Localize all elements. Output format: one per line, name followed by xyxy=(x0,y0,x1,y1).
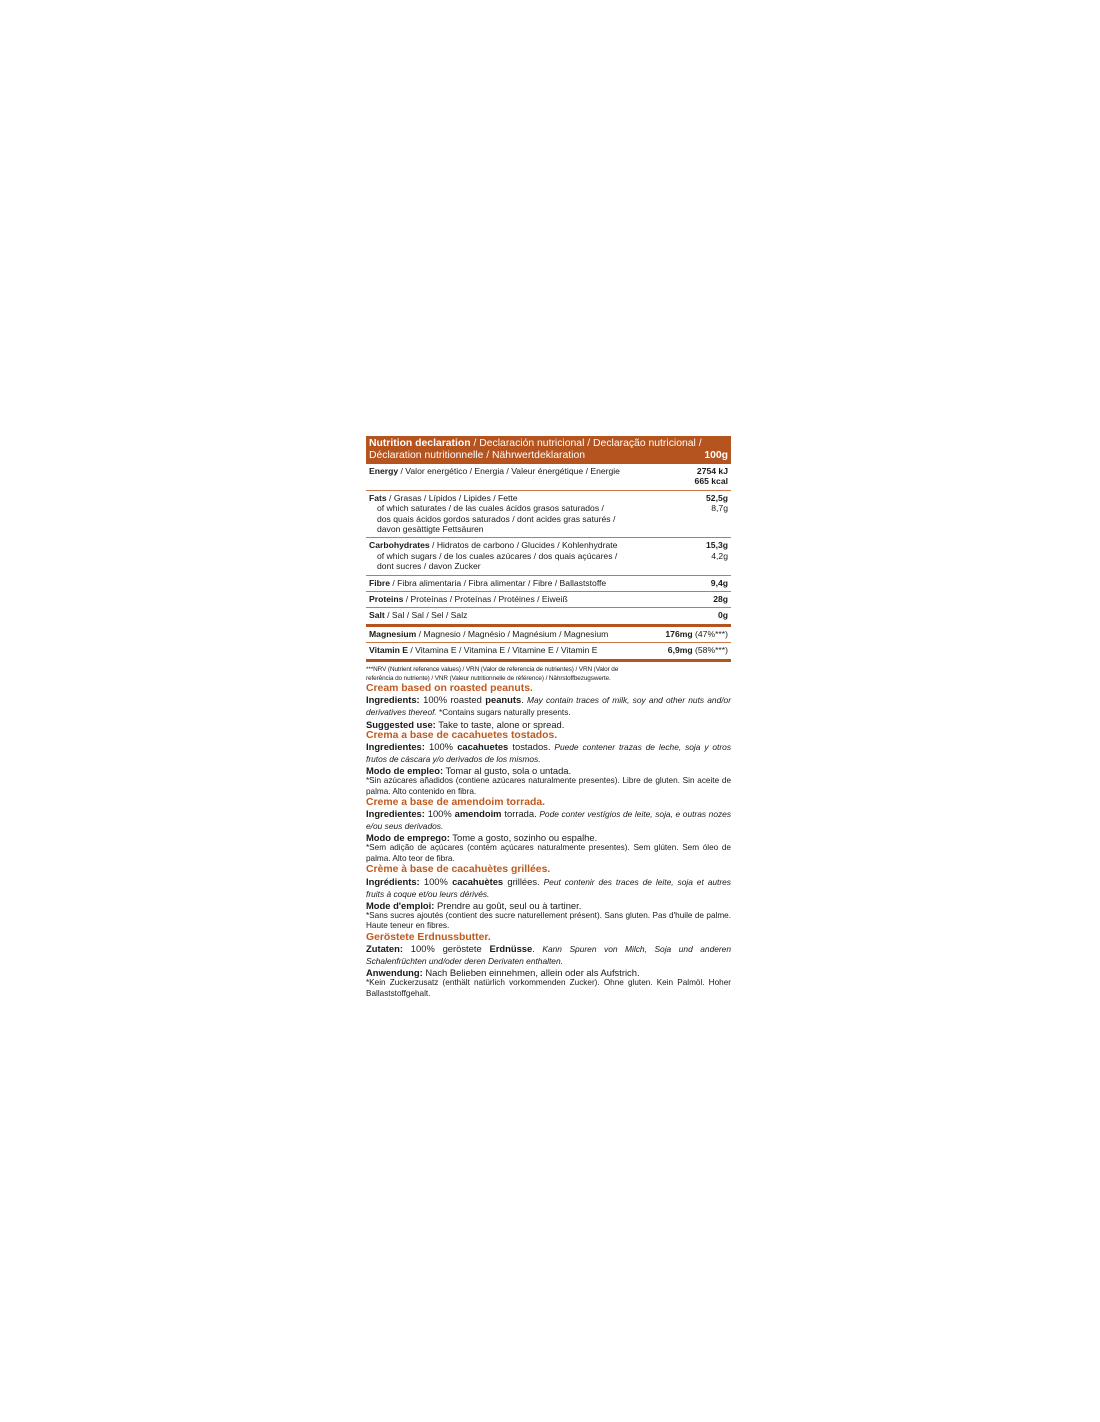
nutrient-value: 176mg xyxy=(665,628,693,639)
header-translations-2: Déclaration nutritionnelle / Nährwertdeklaration xyxy=(369,450,586,461)
nutrient-name: Energy xyxy=(369,466,399,476)
ingredients-label: Ingrédients: xyxy=(366,875,420,887)
footnote-line-1: ***NRV (Nutrient reference values) / VRN (Valor de referencia de nutrientes) / VRN (Valor de xyxy=(366,665,619,673)
ingredients-end: grillées. xyxy=(503,875,540,887)
nutrient-value: 28g xyxy=(713,594,728,605)
section-title: Cream based on roasted peanuts. xyxy=(366,682,533,694)
nutrient-value-kcal: 665 kcal xyxy=(694,476,728,487)
sugar-note: *Contains sugars naturally presents. xyxy=(436,708,571,718)
footnote-line-2: referência do nutriente) / VNR (Valeur nutritionnelle de référence) / Nährstoffbezugswerte. xyxy=(366,674,611,682)
nutrient-translations: / Hidratos de carbono / Glucides / Kohlenhydrate xyxy=(429,540,618,551)
section-title: Geröstete Erdnussbutter. xyxy=(366,931,491,943)
sub-nutrient-name-3: davon gesättigte Fettsäuren xyxy=(377,524,484,535)
nutrition-label xyxy=(366,436,731,999)
table-row-vitamin-e xyxy=(366,643,731,661)
nutrient-name: Salt xyxy=(369,610,385,621)
traces-warning: Pode conter vestígios de leite, soja, e outras nozes e/ou seus derivados. xyxy=(366,809,732,832)
nutrient-translations: / Proteínas / Proteínas / Protéines / Eiweiß xyxy=(403,594,568,605)
usage-text: Nach Belieben einnehmen, allein oder als Aufstrich. xyxy=(422,967,640,979)
section-portuguese xyxy=(366,797,731,864)
nutrient-value: 9,4g xyxy=(710,577,728,588)
usage-text: Prendre au goût, seul ou à tartiner. xyxy=(434,899,582,911)
table-row-proteins xyxy=(366,592,731,608)
header-translations: / Declaración nutricional / Declaração nutricional / xyxy=(470,438,702,449)
traces-warning: Puede contener trazas de leche, soja y otros frutos de cáscara y/o derivados de los mismos. xyxy=(366,742,732,764)
allergen-bold: amendoim xyxy=(454,808,502,820)
ingredients-text: 100% geröstete xyxy=(402,943,490,955)
nutrient-nrv: (47%***) xyxy=(692,628,728,639)
ingredients-paragraph xyxy=(366,943,731,967)
ingredients-label: Ingredients: xyxy=(366,694,420,706)
section-english xyxy=(366,683,731,730)
ingredients-end: torrada. xyxy=(501,808,537,820)
nrv-footnote xyxy=(366,665,731,683)
usage-text: Tome a gosto, sozinho ou espalhe. xyxy=(449,832,598,844)
allergen-bold: peanuts xyxy=(485,694,522,706)
traces-warning: Peut contenir des traces de leite, soja et autres fruits à coque et/ou leurs dérivés. xyxy=(366,876,731,899)
usage-label: Modo de empleo: xyxy=(366,765,444,776)
usage-paragraph xyxy=(366,765,731,776)
ingredients-paragraph xyxy=(366,694,731,719)
usage-label: Anwendung: xyxy=(366,967,423,979)
sub-nutrient-name-2: dont sucres / davon Zucker xyxy=(377,561,481,572)
nutrient-name: Fibre xyxy=(369,577,391,588)
nutrient-value: 15,3g xyxy=(706,540,728,551)
section-title: Creme a base de amendoim torrada. xyxy=(366,797,546,808)
nutrient-name: Fats xyxy=(369,492,387,503)
nutrient-translations: / Valor energético / Energia / Valeur énergétique / Energie xyxy=(398,466,620,476)
nutrient-value: 2754 kJ xyxy=(696,466,728,476)
section-spanish xyxy=(366,730,731,797)
ingredients-text: 100% roasted xyxy=(419,694,486,706)
ingredients-text: 100% xyxy=(419,875,453,887)
nutrient-translations: / Sal / Sal / Sel / Salz xyxy=(384,610,468,621)
ingredients-text: 100% xyxy=(424,808,455,820)
allergen-bold: cacahuetes xyxy=(457,741,509,752)
nutrient-translations: / Grasas / Lípidos / Lipides / Fette xyxy=(386,492,518,503)
table-row-carbohydrates xyxy=(366,538,731,575)
ingredients-end: tostados. xyxy=(508,741,551,752)
nutrient-translations: / Magnesio / Magnésio / Magnésium / Magnesium xyxy=(416,628,609,639)
sub-nutrient-value: 8,7g xyxy=(711,503,728,514)
ingredients-paragraph xyxy=(366,808,731,832)
sub-nutrient-name: of which sugars / de los cuales azúcares / dos quais açúcares / xyxy=(377,550,618,561)
sub-nutrient-value: 4,2g xyxy=(711,550,728,561)
section-title: Crema a base de cacahuetes tostados. xyxy=(366,729,558,741)
section-title: Crème à base de cacahuètes grillées. xyxy=(366,864,551,876)
sub-nutrient-name: of which saturates / de las cuales ácidos grasos saturados / xyxy=(377,503,604,514)
claims-note: *Kein Zuckerzusatz (enthält natürlich vorkommenden Zucker). Ohne gluten. Kein Palmöl. Hoher Ballaststoffgehalt. xyxy=(366,978,731,998)
ingredients-label: Ingredientes: xyxy=(366,741,425,752)
table-row-fibre xyxy=(366,576,731,592)
sub-nutrient-name-2: dos quais ácidos gordos saturados / dont acides gras saturés / xyxy=(377,513,616,524)
nutrient-translations: / Vitamina E / Vitamina E / Vitamine E / Vitamin E xyxy=(408,645,598,656)
traces-warning: May contain traces of milk, soy and other nuts and/or derivatives thereof. xyxy=(366,695,731,718)
table-header xyxy=(366,436,731,464)
usage-paragraph xyxy=(366,832,731,843)
usage-text: Take to taste, alone or spread. xyxy=(435,718,565,730)
allergen-bold: cacahuètes xyxy=(452,875,504,887)
usage-paragraph xyxy=(366,967,731,978)
table-row-fats xyxy=(366,491,731,539)
ingredients-paragraph xyxy=(366,741,731,765)
nutrient-nrv: (58%***) xyxy=(692,645,728,656)
per-100g-label: 100g xyxy=(704,450,728,461)
nutrient-value: 52,5g xyxy=(706,492,728,503)
ingredients-paragraph xyxy=(366,876,731,900)
claims-note: *Sin azúcares añadidos (contiene azúcares naturalmente presentes). Libre de gluten. Sin aceite de palma. Alto contenido en fibra. xyxy=(366,776,731,796)
usage-text: Tomar al gusto, sola o untada. xyxy=(443,765,572,776)
usage-paragraph xyxy=(366,900,731,911)
table-row-magnesium xyxy=(366,627,731,643)
ingredients-label: Ingredientes: xyxy=(366,808,425,820)
nutrient-translations: / Fibra alimentaria / Fibra alimentar / Fibre / Ballaststoffe xyxy=(390,577,607,588)
nutrient-name: Vitamin E xyxy=(369,645,409,656)
claims-note: *Sem adição de açúcares (contém açúcares naturalmente presentes). Sem glúten. Sem óleo de palma. Alto teor de fibra. xyxy=(366,843,731,863)
traces-warning: Kann Spuren von Milch, Soja und anderen Schalenfrüchten und/oder deren Derivaten enthalten. xyxy=(366,944,731,967)
allergen-bold: Erdnüsse xyxy=(489,943,533,955)
table-row-salt xyxy=(366,608,731,626)
usage-label: Suggested use: xyxy=(366,718,436,730)
usage-label: Mode d'emploi: xyxy=(366,899,435,911)
section-french xyxy=(366,864,731,931)
usage-label: Modo de emprego: xyxy=(366,832,450,844)
ingredients-label: Zutaten: xyxy=(366,943,403,955)
usage-paragraph xyxy=(366,719,731,730)
claims-note: *Sans sucres ajoutés (contient des sucre naturellement présent). Sans gluten. Pas d'huile de palme. Haute teneur en fibres. xyxy=(366,910,731,931)
header-title: Nutrition declaration xyxy=(369,438,471,449)
nutrient-value: 6,9mg xyxy=(667,645,693,656)
ingredients-text: 100% xyxy=(424,741,458,752)
nutrient-value: 0g xyxy=(717,610,728,621)
nutrient-name: Magnesium xyxy=(369,628,417,639)
table-row-energy xyxy=(366,464,731,491)
nutrient-name: Proteins xyxy=(369,594,404,605)
section-german xyxy=(366,932,731,999)
ingredients-end: . xyxy=(532,943,535,955)
nutrient-name: Carbohydrates xyxy=(369,540,430,551)
ingredients-end: . xyxy=(521,694,524,706)
